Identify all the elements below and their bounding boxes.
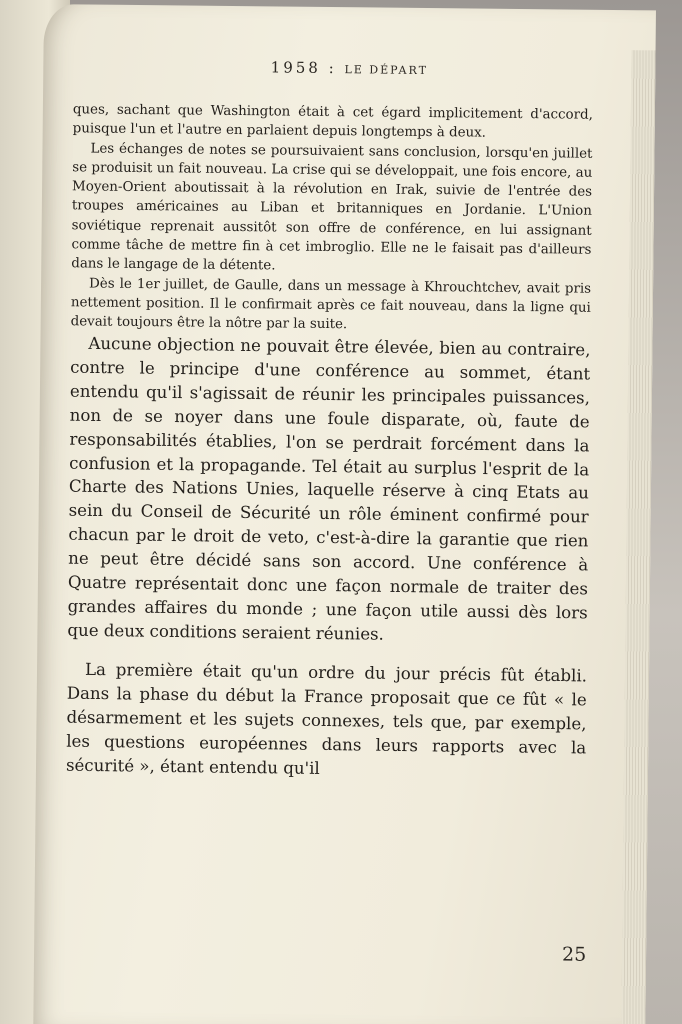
header-separator: : bbox=[328, 58, 337, 78]
page-number: 25 bbox=[561, 943, 587, 966]
book-page bbox=[33, 4, 656, 1024]
page-stack-edge bbox=[621, 50, 655, 1024]
paragraph-3: Dès le 1er juillet, de Gaulle, dans un message à Khrouchtchev, avait pris nettement position. Il le confirmait après ce fait nouveau, dans la ligne qui devait toujours être la nôtre par la suite. bbox=[70, 276, 592, 333]
running-header bbox=[43, 56, 655, 80]
paragraph-4: Aucune objection ne pouvait être élevée, bien au contraire, contre le principe d'une conférence au sommet, étant entendu qu'il s'agissait de réunir les principales puissances, non de se noyer dans une foule disparate, où, faute de responsabilités établies, l'on se perdrait forcément dans la confusion et la propagande. Tel était au surplus l'esprit de la Charte des Nations Unies, laquelle réserve à cinq Etats au sein du Conseil de Sécurité un rôle éminent confirmé pour chacun par le droit de veto, c'est-à-dire la garantie que rien ne peut être décidé sans son accord. Une conférence à Quatre représentait donc une façon normale de traiter des grandes affaires du monde ; une façon utile aussi dès lors que deux conditions seraient réunies. bbox=[67, 333, 591, 644]
body-text bbox=[66, 100, 593, 783]
paragraph-5: La première était qu'un ordre du jour précis fût établi. Dans la phase du début la France proposait que ce fût « le désarmement et les sujets connexes, tels que, par exemple, les questions européennes dans leurs rapports avec la sécurité », étant entendu qu'il bbox=[65, 660, 588, 778]
paragraph-2: Les échanges de notes se poursuivaient sans conclusion, lorsqu'en juillet se produisit un fait nouveau. La crise qui se développait, une fois encore, au Moyen-Orient aboutissait à la révolution en Irak, suivie de l'entrée des troupes américaines au Liban et britanniques en Jordanie. L'Union soviétique reprenait aussitôt son offre de conférence, en lui assignant comme tâche de mettre fin à cet imbroglio. Elle ne le faisait pas d'ailleurs dans le langage de la détente. bbox=[71, 141, 593, 274]
header-title: LE DÉPART bbox=[344, 63, 429, 78]
header-year: 1958 bbox=[270, 58, 321, 77]
paragraph-1: ques, sachant que Washington était à cet égard implicitement d'accord, puisque l'un et l'autre en parlaient depuis longtemps à deux. bbox=[72, 102, 593, 141]
